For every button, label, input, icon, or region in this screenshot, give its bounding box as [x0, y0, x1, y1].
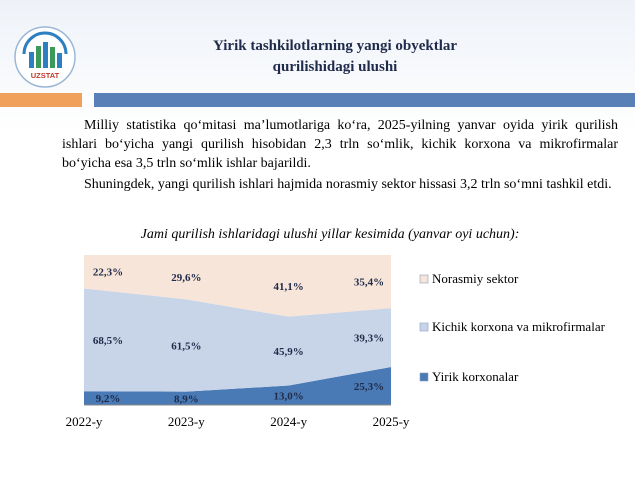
paragraph-1: Milliy statistika qo‘mitasi ma’lumotlariga ko‘ra, 2025-yilning yanvar oyida yirik qurilish ishlari bo‘yicha yangi qurilish hisobidan 2,3 trln so‘mlik, kichik korxona va mikrofirmalar bo‘yicha esa 3,5 trln so‘mlik ishlar bajarildi.	[62, 118, 618, 171]
title-line-1: Yirik tashkilotlarning yangi obyektlar	[212, 38, 458, 54]
x-tick-label: 2024-y	[270, 414, 308, 429]
data-label: 29,6%	[171, 272, 202, 285]
x-tick-label: 2022-y	[65, 414, 103, 429]
legend-label: Kichik korxona va mikrofirmalar	[432, 319, 605, 334]
data-label: 61,5%	[171, 340, 202, 353]
blue-band	[94, 93, 635, 107]
page-title	[150, 36, 520, 78]
data-label: 8,9%	[173, 393, 199, 406]
chart-title: Jami qurilish ishlaridagi ulushi yillar kesimida (yanvar oyi uchun):	[140, 227, 520, 242]
data-label: 9,2%	[95, 393, 121, 406]
data-label: 68,5%	[92, 334, 124, 347]
data-label: 41,1%	[273, 280, 304, 293]
x-tick-label: 2023-y	[167, 414, 205, 429]
uzstat-logo	[14, 26, 76, 88]
title-line-2: qurilishidagi ulushi	[272, 59, 398, 75]
x-tick-label: 2025-y	[372, 414, 410, 429]
stacked-area-chart	[0, 245, 635, 479]
data-label: 22,3%	[92, 266, 124, 279]
paragraph-2: Shuningdek, yangi qurilish ishlari hajmida norasmiy sektor hissasi 3,2 trln so‘mni tashkil etdi.	[84, 177, 612, 192]
data-label: 13,0%	[273, 390, 304, 403]
orange-band	[0, 93, 82, 107]
legend-swatch	[420, 373, 428, 381]
legend-label: Norasmiy sektor	[432, 271, 519, 286]
data-label: 39,3%	[353, 332, 385, 345]
data-label: 45,9%	[273, 346, 304, 359]
data-label: 25,3%	[353, 381, 385, 394]
logo-text: UZSTAT	[30, 71, 60, 80]
legend-swatch	[420, 323, 428, 331]
legend-label: Yirik korxonalar	[432, 369, 519, 384]
data-label: 35,4%	[353, 276, 385, 289]
legend-swatch	[420, 275, 428, 283]
